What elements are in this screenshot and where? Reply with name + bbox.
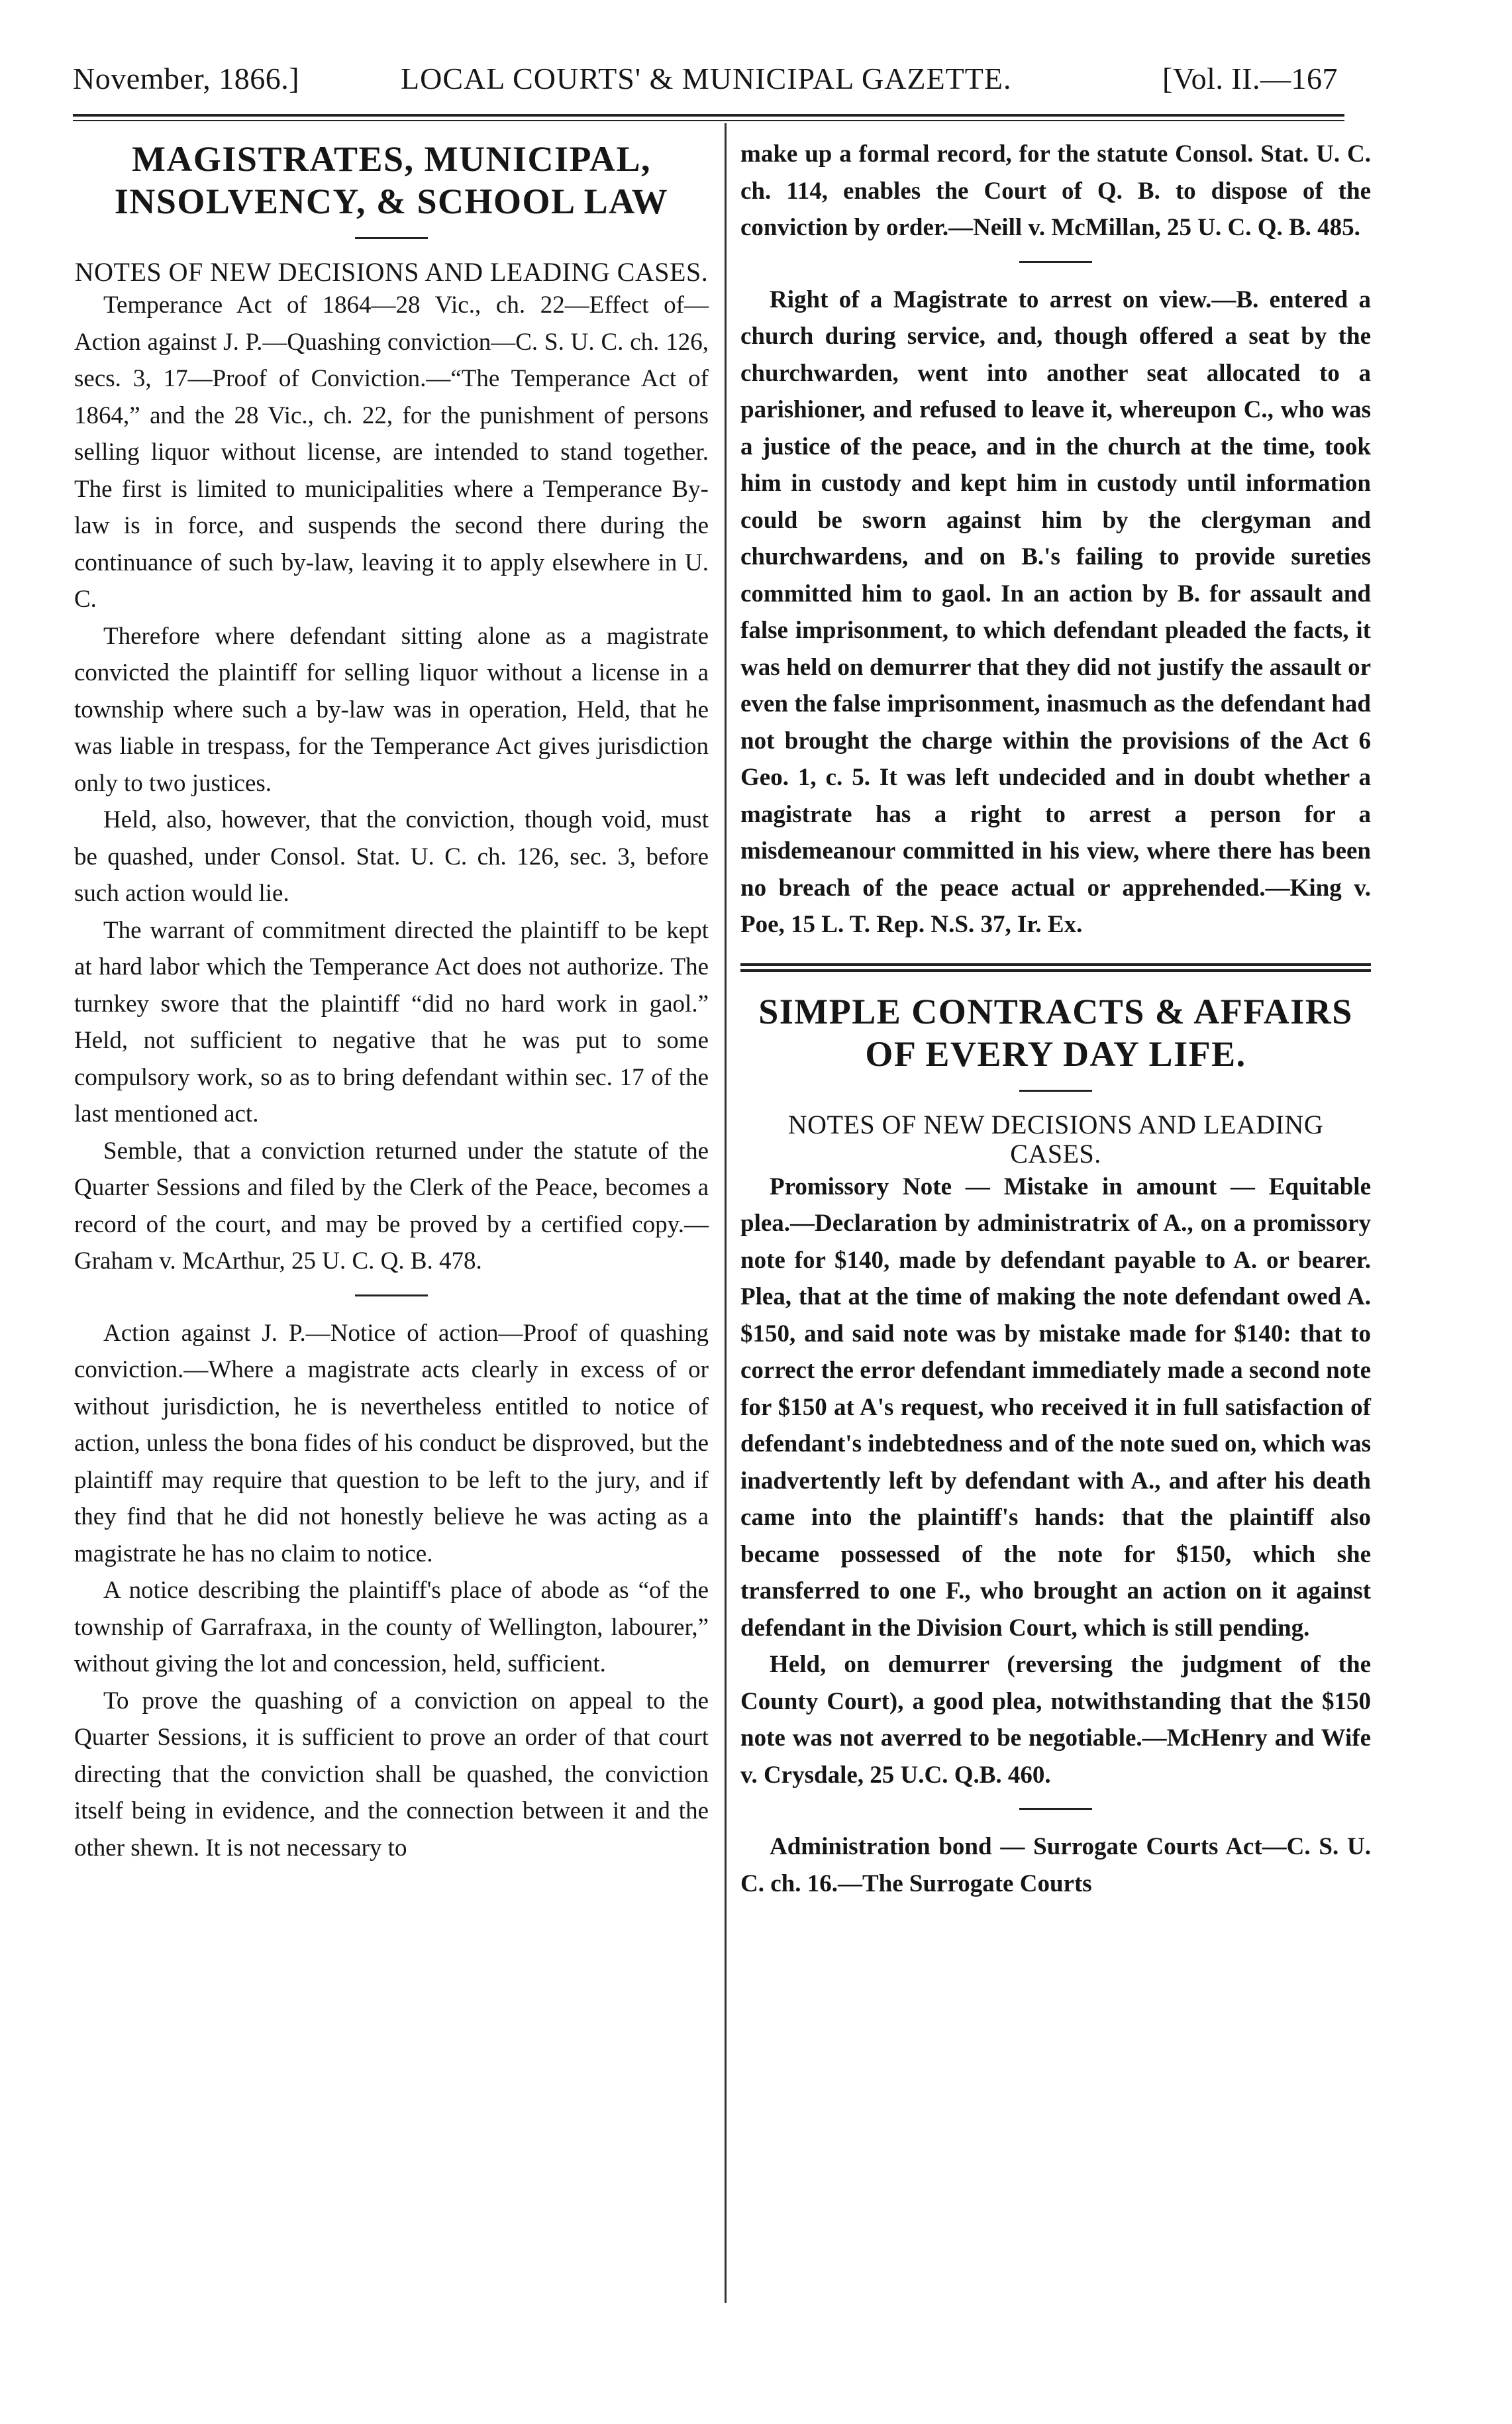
- subheading-notes: NOTES OF NEW DECISIONS AND LEADING CASES.: [74, 257, 709, 287]
- paragraph-administration-bond: Administration bond — Surrogate Courts Act—C. S. U. C. ch. 16.—The Surrogate Courts: [740, 1833, 1371, 1897]
- left-column: [74, 138, 709, 1866]
- paragraph-right-of-magistrate: Right of a Magistrate to arrest on view.—B. entered a church during service, and, though offered a seat by the churchwarden, went into another seat allocated to a parishioner, and refused to leave it, whereupon C., who was a justice of the peace, and in the church at the time, took him in custody and kept him in custody until information could be sworn against him by the clergyman and churchwardens, and on B.'s failing to provide sureties committed him to gaol. In an action by B. for assault and false imprisonment, to which defendant pleaded the facts, it was held on demurrer that they did not justify the assault or even the false imprisonment, inasmuch as the defendant had not brought the charge within the provisions of the Act 6 Geo. 1, c. 5. It was left undecided and in doubt whether a magistrate has a right to arrest a person for a misdemeanour committed in his view, where there has been no breach of the peace actual or apprehended.—King v. Poe, 15 L. T. Rep. N.S. 37, Ir. Ex.: [740, 286, 1371, 938]
- header-rule: [73, 114, 1344, 117]
- paragraph-held: Held, on demurrer (reversing the judgment of the County Court), a good plea, notwithstanding that the $150 note was not averred to be negotiable.—McHenry and Wife v. Crysdale, 25 U.C. Q.B. 460.: [740, 1651, 1371, 1789]
- header-volume: [Vol. II.—167: [1162, 62, 1338, 95]
- section-title-magistrates: MAGISTRATES, MUNICIPAL, INSOLVENCY, & SCHOOL LAW: [114, 139, 669, 221]
- short-rule: [1019, 1808, 1092, 1810]
- paragraph: Held, also, however, that the conviction, though void, must be quashed, under Consol. Stat. U. C. ch. 126, sec. 3, before such action would lie.: [74, 806, 709, 907]
- subheading-notes: NOTES OF NEW DECISIONS AND LEADING CASES.: [787, 1109, 1324, 1169]
- short-rule: [355, 237, 428, 239]
- short-rule: [1019, 1090, 1092, 1092]
- right-column: [740, 136, 1371, 1902]
- short-rule: [355, 1294, 428, 1296]
- paragraph: Therefore where defendant sitting alone as a magistrate convicted the plaintiff for selling liquor without a license in a township where such a by-law was in operation, Held, that he was liable in trespass, for the Temperance Act gives jurisdiction only to two justices.: [74, 622, 709, 797]
- column-divider: [725, 123, 727, 2303]
- paragraph-temperance-act: Temperance Act of 1864—28 Vic., ch. 22—Effect of—Action against J. P.—Quashing conviction—C. S. U. C. ch. 126, secs. 3, 17—Proof of Conviction.—“The Temperance Act of 1864,” and the 28 Vic., ch. 22, for the punishment of persons selling liquor without license, are intended to stand together. The first is limited to municipalities where a Temperance By-law is in force, and suspends the second there during the continuance of such by-law, leaving it to apply elsewhere in U. C.: [74, 291, 709, 613]
- short-rule: [1019, 261, 1092, 263]
- header-date: November, 1866.]: [73, 62, 300, 95]
- section-title-simple-contracts: SIMPLE CONTRACTS & AFFAIRS OF EVERY DAY LIFE.: [758, 991, 1353, 1074]
- paragraph-citation: Semble, that a conviction returned under the statute of the Quarter Sessions and filed by the Clerk of the Peace, becomes a record of the court, and may be proved by a certified copy.—Graham v. McArthur, 25 U. C. Q. B. 478.: [74, 1137, 709, 1275]
- paragraph: A notice describing the plaintiff's place of abode as “of the township of Garrafraxa, in the county of Wellington, labourer,” without giving the lot and concession, held, sufficient.: [74, 1577, 709, 1677]
- header-rule-thin: [73, 120, 1344, 121]
- header-title: LOCAL COURTS' & MUNICIPAL GAZETTE.: [401, 62, 1012, 95]
- paragraph-continued: make up a formal record, for the statute Consol. Stat. U. C. ch. 114, enables the Court of Q. B. to dispose of the conviction by order.—Neill v. McMillan, 25 U. C. Q. B. 485.: [740, 140, 1371, 241]
- paragraph-promissory-note: Promissory Note — Mistake in amount — Equitable plea.—Declaration by administratrix of A., on a promissory note for $140, made by defendant payable to A. or bearer. Plea, that at the time of making the note defendant owed A. $150, and said note was by mistake made for $140: that to correct the error defendant immediately made a second note for $150 at A's request, who received it in full satisfaction of defendant's indebtedness and of the note sued on, which was inadvertently left by defendant with A., and after his death came into the plaintiff's hands: that the plaintiff also became possessed of the note for $150, which she transferred to one F., who brought an action on it against defendant in the Division Court, which is still pending.: [740, 1173, 1371, 1642]
- paragraph: To prove the quashing of a conviction on appeal to the Quarter Sessions, it is sufficient to prove an order of that court directing that the conviction shall be quashed, the conviction itself being in evidence, and the connection between it and the other shewn. It is not necessary to: [74, 1687, 709, 1862]
- section-double-rule: [740, 963, 1371, 972]
- paragraph: The warrant of commitment directed the plaintiff to be kept at hard labor which the Temperance Act does not authorize. The turnkey swore that the plaintiff “did no hard work in gaol.” Held, not sufficient to negative that he was put to some compulsory work, so as to bring defendant within sec. 17 of the last mentioned act.: [74, 916, 709, 1128]
- running-header: [73, 61, 1338, 107]
- paragraph-action-against-jp: Action against J. P.—Notice of action—Proof of quashing conviction.—Where a magistrate acts clearly in excess of or without jurisdiction, he is nevertheless entitled to notice of action, unless the bona fides of his conduct be disproved, but the plaintiff may require that question to be left to the jury, and if they find that he did not honestly believe he was acting as a magistrate he has no claim to notice.: [74, 1319, 709, 1567]
